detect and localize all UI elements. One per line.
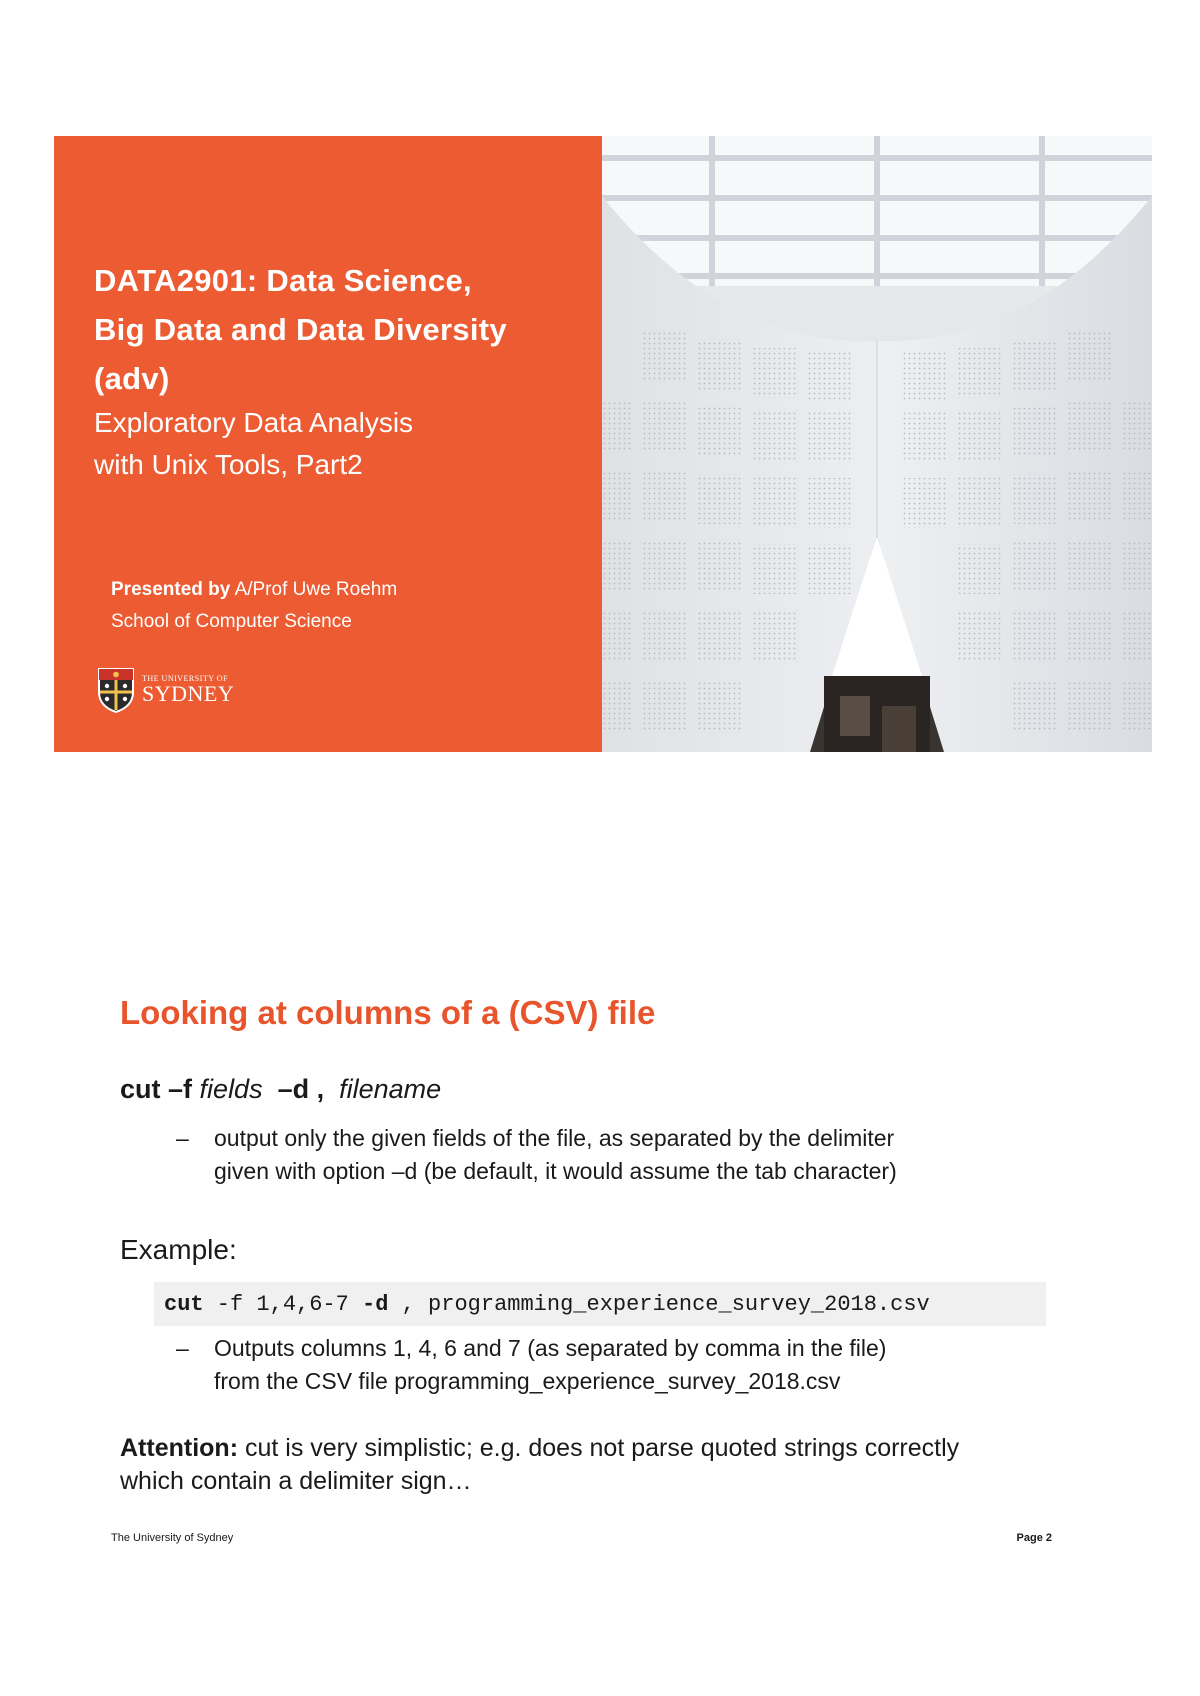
course-title-line: Big Data and Data Diversity bbox=[94, 312, 507, 347]
presenter-block bbox=[111, 574, 397, 638]
presented-by-label: Presented by bbox=[111, 579, 231, 600]
option-f: –f bbox=[168, 1074, 193, 1104]
command-name: cut bbox=[120, 1074, 161, 1104]
footer-page-number: Page 2 bbox=[1016, 1532, 1052, 1544]
code-opt-d: -d bbox=[362, 1291, 389, 1317]
filename-param: filename bbox=[339, 1074, 442, 1104]
content-slide bbox=[54, 970, 1152, 1570]
lecture-subtitle bbox=[94, 402, 594, 486]
slide-title: Looking at columns of a (CSV) file bbox=[120, 994, 656, 1031]
bullet-line: from the CSV file programming_experience_survey_2018.csv bbox=[214, 1368, 841, 1394]
atrium-illustration bbox=[602, 136, 1152, 752]
university-logo bbox=[96, 666, 234, 714]
course-title-line: (adv) bbox=[94, 361, 170, 396]
title-panel bbox=[54, 136, 602, 752]
bullet-line: Outputs columns 1, 4, 6 and 7 (as separated by comma in the file) bbox=[214, 1335, 887, 1361]
attention-note bbox=[120, 1432, 959, 1498]
school-name: School of Computer Science bbox=[111, 611, 352, 632]
bullet-line: given with option –d (be default, it would assume the tab character) bbox=[214, 1158, 897, 1184]
bullet-dash: – bbox=[176, 1125, 189, 1151]
attention-label: Attention: bbox=[120, 1434, 239, 1462]
example-label: Example: bbox=[120, 1234, 237, 1265]
description-bullet bbox=[176, 1122, 897, 1188]
presenter-name: A/Prof Uwe Roehm bbox=[234, 579, 398, 600]
code-args: -f 1,4,6-7 bbox=[203, 1291, 363, 1317]
logo-big-text: SYDNEY bbox=[142, 681, 235, 706]
code-example bbox=[154, 1282, 1046, 1326]
title-slide bbox=[54, 136, 1152, 752]
code-cmd: cut bbox=[164, 1291, 204, 1317]
footer-university: The University of Sydney bbox=[111, 1532, 234, 1544]
bullet-line: output only the given fields of the file, as separated by the delimiter bbox=[214, 1125, 895, 1151]
fields-param: fields bbox=[199, 1074, 263, 1104]
command-syntax bbox=[120, 1074, 441, 1105]
course-title bbox=[94, 256, 594, 403]
attention-text: cut is very simplistic; e.g. does not parse quoted strings correctly bbox=[238, 1434, 960, 1462]
subtitle-line: Exploratory Data Analysis bbox=[94, 407, 414, 438]
subtitle-line: with Unix Tools, Part2 bbox=[94, 449, 363, 480]
output-bullet bbox=[176, 1332, 886, 1398]
logo-small-text: THE UNIVERSITY OF bbox=[142, 674, 228, 683]
course-title-line: DATA2901: Data Science, bbox=[94, 263, 472, 298]
attention-text: which contain a delimiter sign… bbox=[120, 1467, 472, 1495]
bullet-dash: – bbox=[176, 1335, 189, 1361]
code-filename: , programming_experience_survey_2018.csv bbox=[388, 1291, 930, 1317]
atrium-architecture-photo bbox=[602, 136, 1152, 752]
option-d: –d , bbox=[277, 1074, 325, 1104]
university-crest-icon bbox=[96, 666, 136, 714]
